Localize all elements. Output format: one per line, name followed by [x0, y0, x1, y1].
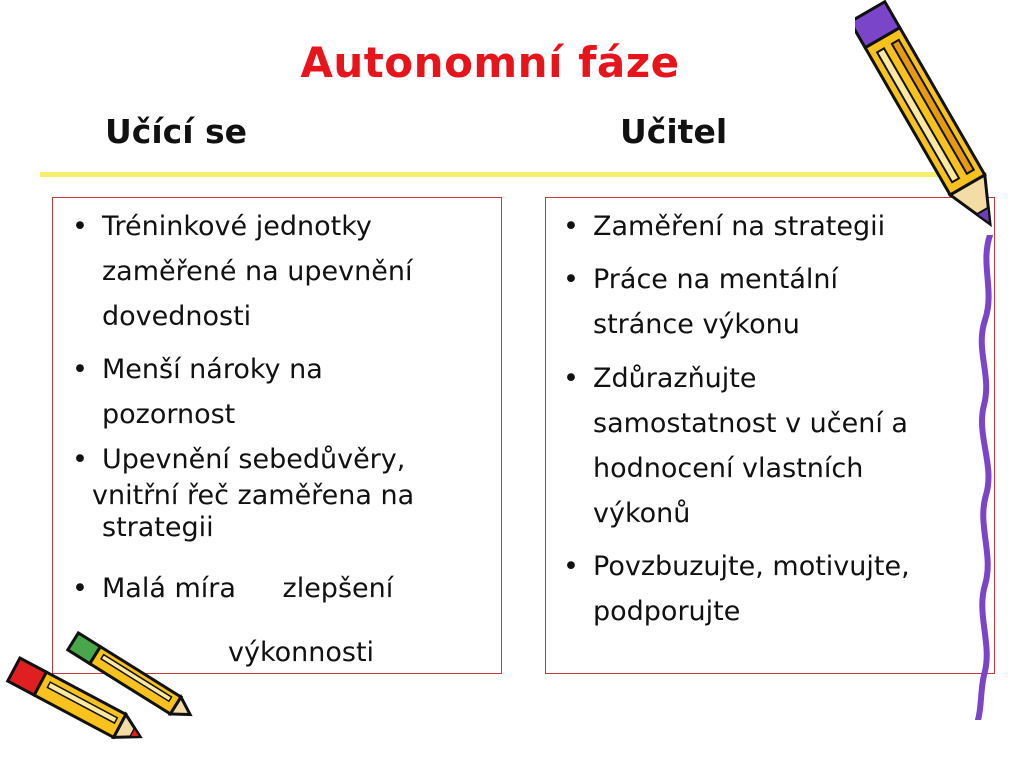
- pencil-clipart-icon: [855, 0, 1005, 245]
- teacher-item: • Zaměření na strategii: [593, 204, 885, 249]
- teacher-item-line: samostatnost v učení a: [593, 408, 908, 439]
- teacher-item: • Práce na mentální stránce výkonu: [593, 257, 838, 347]
- learner-heading: Učící se: [105, 112, 248, 151]
- teacher-item: • Povzbuzujte, motivujte, podporujte: [593, 544, 910, 634]
- learner-item-1-line: dovednosti: [102, 301, 252, 332]
- teacher-item-line: podporujte: [593, 596, 741, 627]
- learner-item-3-line: vnitřní řeč zaměřena na: [92, 480, 415, 511]
- learner-item-4-part: zlepšení: [282, 573, 394, 604]
- slide-title: Autonomní fáze: [300, 38, 680, 87]
- learner-item-4-continuation: výkonnosti: [228, 637, 375, 668]
- learner-item-2-line: Menší nároky na: [102, 354, 323, 385]
- learner-item-4-part: Malá míra: [102, 573, 236, 604]
- teacher-item-line: Povzbuzujte, motivujte,: [593, 551, 910, 582]
- learner-item-3-line: strategii: [102, 512, 214, 543]
- learner-item-1: • Tréninkové jednotky zaměřené na upevnění dovednosti: [102, 204, 412, 339]
- teacher-item-line: výkonů: [593, 498, 691, 529]
- teacher-item-line: stránce výkonu: [593, 309, 800, 340]
- pencil-clipart-icon: [0, 655, 150, 765]
- learner-item-3-line: Upevnění sebedůvěry,: [102, 444, 406, 475]
- teacher-item: • Zdůrazňujte samostatnost v učení a hodnocení vlastních výkonů: [593, 356, 908, 536]
- learner-item-1-line: Tréninkové jednotky: [102, 211, 372, 242]
- squiggle-line-icon: [960, 235, 1000, 720]
- teacher-item-line: Zaměření na strategii: [593, 211, 886, 242]
- teacher-heading: Učitel: [620, 112, 728, 151]
- learner-item-2-line: pozornost: [102, 399, 236, 430]
- heading-divider: [40, 172, 980, 177]
- teacher-item-line: Zdůrazňujte: [593, 363, 757, 394]
- learner-item-1-line: zaměřené na upevnění: [102, 256, 413, 287]
- learner-item-2: • Menší nároky na pozornost: [102, 347, 323, 437]
- learner-item-4: • Malá míra zlepšení: [72, 573, 394, 604]
- teacher-item-line: Práce na mentální: [593, 264, 839, 295]
- teacher-item-line: hodnocení vlastních: [593, 453, 864, 484]
- learner-item-3: • Upevnění sebedůvěry, vnitřní řeč zaměřena na strategii: [102, 440, 414, 544]
